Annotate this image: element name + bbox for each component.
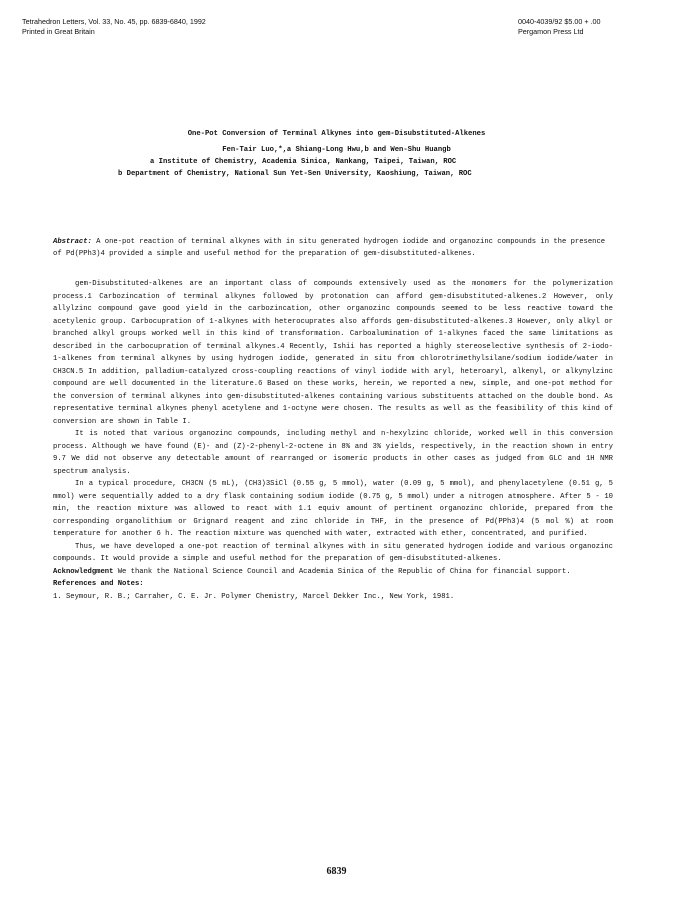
paragraph-procedure: In a typical procedure, CH3CN (5 mL), (CH3)3SiCl (0.55 g, 5 mmol), water (0.09 g, 5 mmol), and phenylacetylene (0.51 g, 5 mmol) were sequentially added to a dry flask containing sodium iodide (0.75 g, 5 mmol) under a nitrogen atmosphere. After 5 - 10 min, the reaction mixture was allowed to react with 1.1 equiv amount of pertinent organozinc chloride, prepared from the corresponding organolithium or Grignard reagent and zinc chloride in THF, in the presence of Pd(PPh3)4 (5 mol %) at room temperature for another 6 h. The reaction mixture was quenched with water, extracted with ether, concentrated, and purified. — [53, 480, 613, 538]
paragraph-conclusion: Thus, we have developed a one-pot reaction of terminal alkynes with in situ generated hydrogen iodide and various organozinc compounds. It would provide a simple and useful method for the preparation of gem-disubstituted-alkenes. — [53, 542, 613, 563]
price-code: 0040-4039/92 $5.00 + .00 — [518, 17, 601, 26]
running-header-right — [518, 17, 601, 37]
paragraph-intro: gem-Disubstituted-alkenes are an important class of compounds extensively used as the monomers for the polymerization process.1 Carbozincation of terminal alkynes followed by protonation can afford gem-disubstituted-alkenes.2 However, only allylzinc compound gave good yield in the carbozincation, other organozinc compounds seemed to be less reactive toward the acetylenic group. Carbocupration of 1-alkynes with heterocuprates also affords gem-disubstituted-alkenes.3 However, only alkyl or branched alkyl groups worked well in this kind of transformation. Carboalumination of 1-alkynes faced the same limitations as described in the carbocupration of terminal alkynes.4 Recently, Ishii has reported a highly stereoselective synthesis of 2-iodo-1-alkenes from terminal alkynes by using hydrogen iodide, generated in situ from chlorotrimethylsilane/sodium iodide/water in CH3CN.5 In addition, palladium-catalyzed cross-coupling reactions of vinyl iodide with aryl, heteroaryl, alkenyl, or alkynylzinc compound are well documented in the literature.6 Based on these works, herein, we reported a new, simple, and one-pot method for the conversion of terminal alkynes into gem-disubstituted-alkenes containing various substituents attached on the double bond. As representative terminal alkynes phenyl acetylene and 1-octyne were chosen. The results as well as the feasibility of this kind of conversion are shown in Table I. — [53, 280, 613, 426]
paragraph-results: It is noted that various organozinc compounds, including methyl and n-hexylzinc chloride, worked well in this conversion process. Although we have found (E)- and (Z)-2-phenyl-2-octene in 8% and 3% yields, respectively, in the reaction shown in entry 9.7 We did not observe any detectable amount of rearranged or isomeric products in other cases as judged from GLC and 1H NMR spectrum analysis. — [53, 430, 613, 476]
affiliation-a: a Institute of Chemistry, Academia Sinica, Nankang, Taipei, Taiwan, ROC — [150, 158, 457, 166]
abstract-label: Abstract: — [53, 238, 92, 246]
references-label: References and Notes: — [53, 580, 144, 588]
article-body — [53, 278, 613, 603]
printed-in: Printed in Great Britain — [22, 27, 95, 36]
page-number: 6839 — [326, 866, 347, 877]
acknowledgment — [53, 566, 613, 579]
acknowledgment-text: We thank the National Science Council and Academia Sinica of the Republic of China for financial support. — [117, 567, 571, 576]
running-header-left — [22, 17, 206, 37]
abstract — [53, 236, 613, 260]
acknowledgment-label: Acknowledgment — [53, 567, 114, 576]
journal-citation: Tetrahedron Letters, Vol. 33, No. 45, pp. 6839-6840, 1992 — [22, 17, 206, 26]
publisher: Pergamon Press Ltd — [518, 27, 584, 36]
paper-title: One-Pot Conversion of Terminal Alkynes into gem-Disubstituted-Alkenes — [187, 130, 486, 138]
author-list: Fen-Tair Luo,*,a Shiang-Long Hwu,b and Wen-Shu Huangb — [222, 146, 451, 154]
abstract-text: A one-pot reaction of terminal alkynes with in situ generated hydrogen iodide and organozinc compounds in the presence of Pd(PPh3)4 provided a simple and useful method for the preparation of gem-disubstituted-alkenes. — [53, 238, 606, 258]
affiliation-b: b Department of Chemistry, National Sun Yet-Sen University, Kaoshiung, Taiwan, ROC — [118, 170, 472, 178]
reference-item: 1. Seymour, R. B.; Carraher, C. E. Jr. Polymer Chemistry, Marcel Dekker Inc., New York, 1981. — [53, 592, 455, 601]
references-heading — [53, 578, 613, 591]
